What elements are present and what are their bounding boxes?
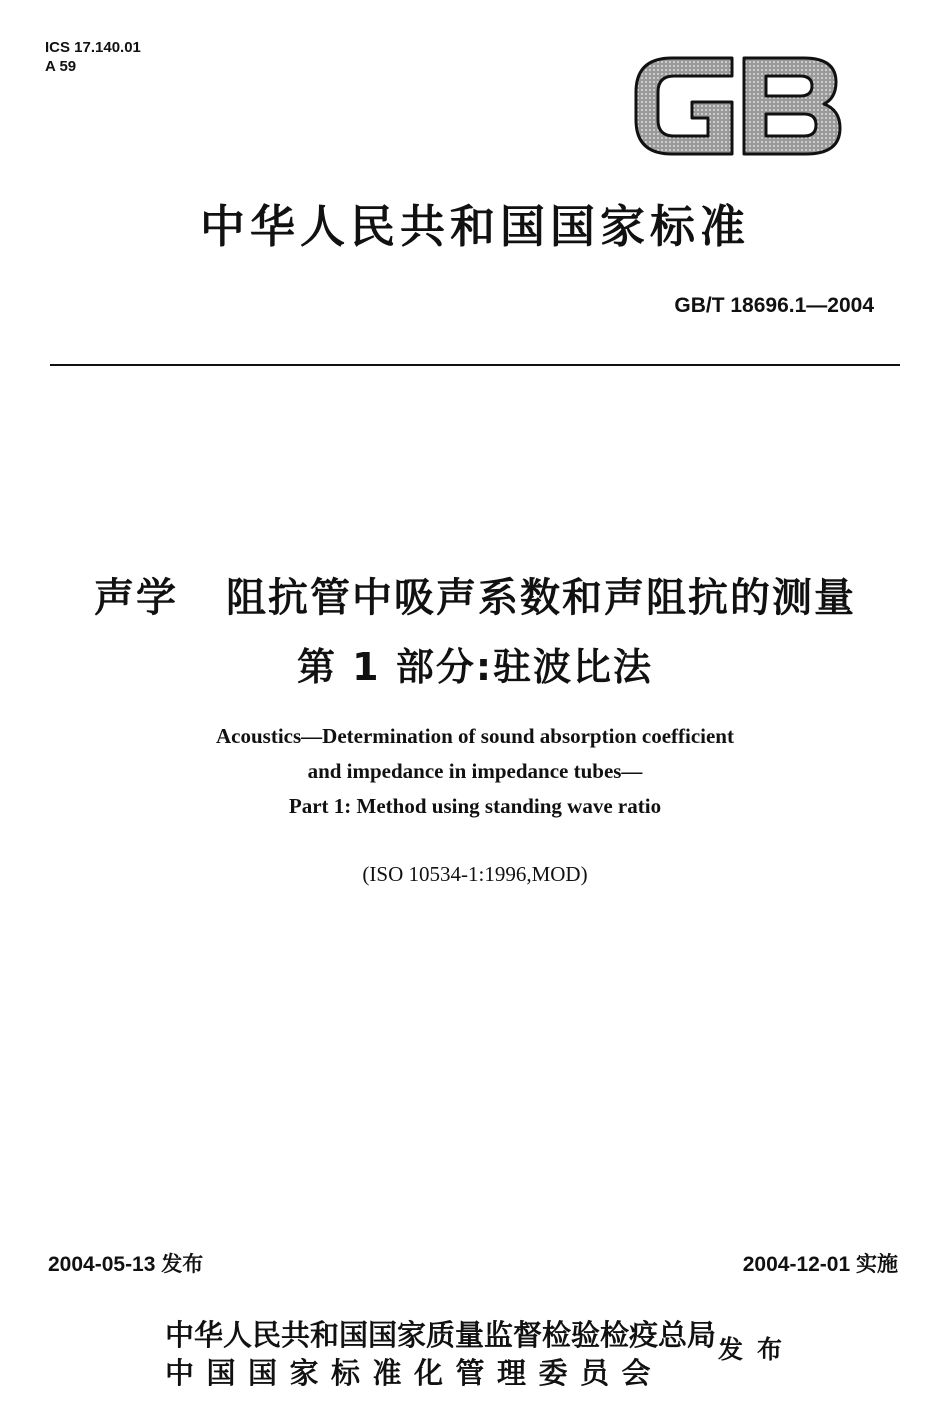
english-title-line3: Part 1: Method using standing wave ratio — [288, 794, 662, 818]
chinese-title-subject: 声学 — [94, 575, 178, 621]
ccs-code: A 59 — [45, 58, 77, 75]
chinese-title-main: 阻抗管中吸声系数和声阻抗的测量 — [226, 575, 856, 621]
standard-org-title: 中华人民共和国国家标准 — [199, 200, 750, 253]
english-title-line2: and impedance in impedance tubes— — [307, 759, 643, 783]
standard-number: GB/T 18696.1—2004 — [674, 294, 874, 317]
gb-standard-logo — [628, 52, 846, 160]
english-title-line1: Acoustics—Determination of sound absorption coefficient — [216, 724, 734, 748]
iso-reference: (ISO 10534-1:1996,MOD) — [362, 862, 588, 886]
header-divider — [50, 364, 900, 366]
publish-date: 2004-05-13 发布 — [48, 1253, 204, 1276]
implementation-date: 2004-12-01 实施 — [742, 1253, 898, 1276]
chinese-title-line1 — [0, 566, 950, 623]
ics-code: ICS 17.140.01 — [45, 39, 141, 56]
issue-label: 发布 — [718, 1335, 797, 1364]
classification-codes — [45, 38, 141, 76]
publisher-sac: 中国国家标准化管理委员会 — [165, 1356, 664, 1390]
publisher-aqsiq: 中华人民共和国国家质量监督检验检疫总局 — [165, 1318, 717, 1352]
chinese-title-line2: 第 1 部分:驻波比法 — [296, 645, 654, 689]
